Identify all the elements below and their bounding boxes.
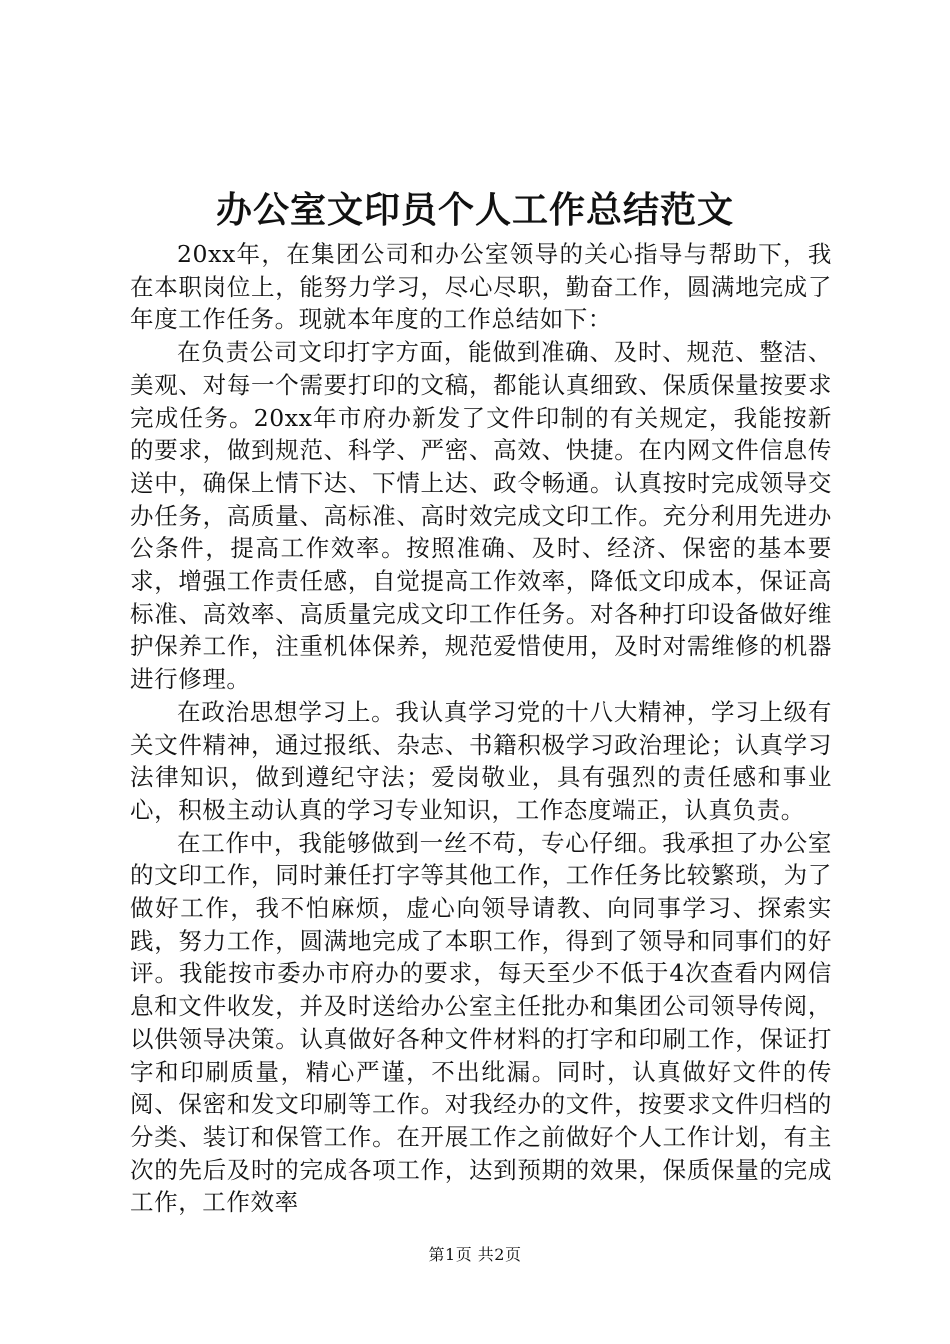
paragraph-intro: 20xx年，在集团公司和办公室领导的关心指导与帮助下，我在本职岗位上，能努力学习，尽心尽职，勤奋工作，圆满地完成了年度工作任务。现就本年度的工作总结如下：: [130, 240, 832, 334]
paragraph-political-study: 在政治思想学习上。我认真学习党的十八大精神，学习上级有关文件精神，通过报纸、杂志、书籍积极学习政治理论；认真学习法律知识，做到遵纪守法；爱岗敬业，具有强烈的责任感和事业心，积极主动认真的学习专业知识，工作态度端正，认真负责。: [130, 697, 832, 824]
document-body: [130, 238, 832, 1219]
paragraph-work-attitude: 在工作中，我能够做到一丝不苟，专心仔细。我承担了办公室的文印工作，同时兼任打字等其他工作，工作任务比较繁琐，为了做好工作，我不怕麻烦，虚心向领导请教、向同事学习、探索实践，努力工作，圆满地完成了本职工作，得到了领导和同事们的好评。我能按市委办市府办的要求，每天至少不低于4次查看内网信息和文件收发，并及时送给办公室主任批办和集团公司领导传阅，以供领导决策。认真做好各种文件材料的打字和印刷工作，保证打字和印刷质量，精心严谨，不出纰漏。同时，认真做好文件的传阅、保密和发文印刷等工作。对我经办的文件，按要求文件归档的分类、装订和保管工作。在开展工作之前做好个人工作计划，有主次的先后及时的完成各项工作，达到预期的效果，保质保量的完成工作，工作效率: [130, 828, 832, 1217]
page-footer: 第1页 共2页: [428, 1245, 522, 1264]
page-title: 办公室文印员个人工作总结范文: [215, 189, 734, 231]
paragraph-printing-work: 在负责公司文印打字方面，能做到准确、及时、规范、整洁、美观、对每一个需要打印的文稿，都能认真细致、保质保量按要求完成任务。20xx年市府办新发了文件印制的有关规定，我能按新的要求，做到规范、科学、严密、高效、快捷。在内网文件信息传送中，确保上情下达、下情上达、政令畅通。认真按时完成领导交办任务，高质量、高标准、高时效完成文印工作。充分利用先进办公条件，提高工作效率。按照准确、及时、经济、保密的基本要求，增强工作责任感，自觉提高工作效率，降低文印成本，保证高标准、高效率、高质量完成文印工作任务。对各种打印设备做好维护保养工作，注重机体保养，规范爱惜使用，及时对需维修的机器进行修理。: [130, 338, 832, 694]
